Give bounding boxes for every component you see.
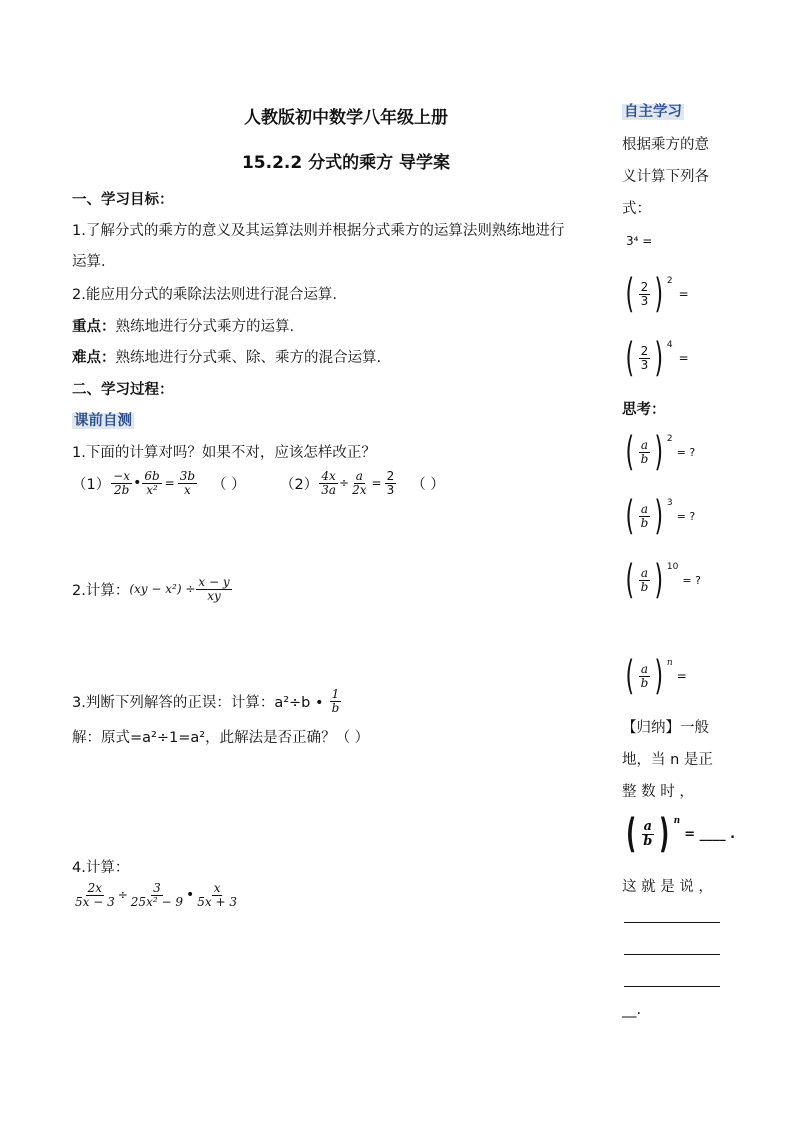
denominator: b [640, 579, 649, 594]
side-rule-expression [622, 811, 736, 857]
key-point-text: 熟练地进行分式乘方的运算. [115, 319, 295, 335]
fraction [195, 882, 239, 908]
divide-sign: ÷ [339, 476, 350, 491]
denominator: 3 [386, 482, 395, 497]
numerator: a [640, 661, 649, 676]
right-paren: ) [659, 811, 670, 857]
denominator: b [643, 833, 653, 849]
fraction [639, 663, 651, 689]
side-expr-ab-tenth [622, 557, 701, 603]
goal-1-line-a: 1.了解分式的乘方的意义及其运算法则并根据分式乘方的运算法则熟练地进行 [72, 223, 565, 239]
difficulty-label: 难点： [72, 350, 116, 366]
exponent: 2 [666, 434, 673, 444]
side-header [622, 100, 684, 121]
rule-answer-blank: = ____ . [684, 826, 736, 842]
fraction [196, 576, 231, 602]
question-1-part-1 [72, 470, 246, 496]
pretest-heading [72, 409, 134, 430]
fraction [639, 281, 651, 307]
exponent: 3 [666, 498, 673, 508]
denominator: 2b [113, 482, 130, 497]
question-1-part-2 [280, 470, 445, 496]
equals-question: = ? [676, 445, 696, 459]
numerator: a [640, 501, 649, 516]
question-4: 4.计算： [72, 860, 130, 876]
side-expr-two-thirds-fourth [622, 335, 689, 381]
answer-blank: （ ） [212, 476, 246, 493]
side-header-label: 自主学习 [624, 104, 682, 120]
part-2-label: （2） [280, 476, 319, 493]
right-paren: ) [654, 335, 664, 381]
fraction [111, 470, 132, 496]
numerator: −x [113, 469, 131, 483]
denominator: x² [146, 482, 158, 497]
exponent: 10 [666, 562, 679, 572]
fraction [639, 503, 651, 529]
left-paren: ( [625, 429, 635, 475]
numerator: 2 [640, 343, 649, 358]
fraction [73, 882, 117, 908]
exponent: n [666, 658, 673, 668]
page-subtitle: 15.2.2 分式的乘方 导学案 [241, 153, 451, 173]
page-title: 人教版初中数学八年级上册 [244, 108, 448, 128]
answer-line-2 [624, 954, 720, 955]
key-point-label: 重点： [72, 319, 116, 335]
numerator: 2 [386, 469, 395, 483]
left-paren: ( [625, 493, 635, 539]
goal-1-line-b: 运算. [72, 254, 106, 270]
fraction [639, 439, 651, 465]
right-paren: ) [654, 557, 664, 603]
denominator: 25x² − 9 [130, 894, 183, 909]
numerator: 1 [331, 687, 340, 701]
fraction [641, 820, 654, 848]
numerator: a [640, 565, 649, 580]
exponent: 4 [666, 340, 673, 350]
denominator: 3 [640, 293, 649, 308]
difficulty-point [72, 346, 381, 367]
side-intro-2: 义计算下列各 [622, 169, 709, 185]
question-2-label: 2.计算： [72, 582, 130, 599]
side-expr-ab-squared [622, 429, 696, 475]
fraction [129, 882, 185, 908]
section-process-heading: 二、学习过程： [72, 382, 174, 398]
right-paren: ) [654, 653, 664, 699]
fraction [639, 345, 651, 371]
fraction [330, 688, 342, 714]
side-expr-two-thirds-squared [622, 271, 689, 317]
question-3 [72, 688, 342, 714]
side-think: 思考： [622, 402, 666, 418]
left-paren: ( [625, 335, 635, 381]
side-expr-ab-nth [622, 653, 687, 699]
answer-line-1 [624, 922, 720, 923]
numerator: x − y [198, 575, 230, 589]
left-paren: ( [625, 557, 635, 603]
numerator: a [355, 469, 363, 483]
denominator: b [640, 515, 649, 530]
goal-2: 2.能应用分式的乘除法法则进行混合运算. [72, 287, 337, 303]
fraction [385, 470, 397, 496]
multiply-dot: • [185, 887, 195, 904]
left-paren: ( [625, 653, 635, 699]
fraction [319, 470, 338, 496]
equals-question: = ? [676, 509, 696, 523]
right-paren: ) [654, 493, 664, 539]
numerator: x [213, 881, 221, 895]
numerator: 2x [87, 881, 103, 895]
numerator: 3 [153, 881, 161, 895]
key-point [72, 315, 294, 336]
fraction [350, 470, 368, 496]
side-that-is: 这 就 是 说 ， [622, 879, 713, 895]
denominator: xy [207, 588, 221, 603]
equals-sign: = [676, 669, 687, 683]
denominator: 3a [321, 482, 337, 497]
question-4-expression [72, 882, 240, 908]
exponent: n [673, 816, 681, 826]
side-expr-ab-cubed [622, 493, 696, 539]
answer-line-3 [624, 986, 720, 987]
side-end-blank: __. [622, 1002, 642, 1018]
denominator: 2x [352, 482, 367, 497]
side-summary-2: 地，当 n 是正 [622, 752, 713, 768]
equals-sign: = [678, 351, 689, 365]
fraction [142, 470, 161, 496]
fraction [178, 470, 197, 496]
side-summary-1: 【归纳】一般 [622, 720, 709, 736]
numerator: a [640, 437, 649, 452]
denominator: 3 [640, 357, 649, 372]
right-paren: ) [654, 271, 664, 317]
left-paren: ( [625, 271, 635, 317]
exponent: 2 [666, 276, 673, 286]
section-goals-heading: 一、学习目标： [72, 192, 174, 208]
numerator: 3b [179, 469, 196, 483]
denominator: 5x + 3 [197, 894, 237, 909]
multiply-dot: • [133, 475, 142, 492]
question-3-text: 3.判断下列解答的正误：计算：a²÷b • [72, 694, 324, 711]
difficulty-text: 熟练地进行分式乘、除、乘方的混合运算. [115, 350, 382, 366]
denominator: b [331, 700, 340, 715]
question-1: 1.下面的计算对吗？如果不对，应该怎样改正？ [72, 445, 376, 461]
side-expr-3-pow-4: 3⁴ = [626, 234, 653, 248]
numerator: a [643, 818, 653, 834]
denominator: b [640, 675, 649, 690]
denominator: b [640, 451, 649, 466]
expression-lhs: (xy − x²) ÷ [129, 582, 196, 597]
question-2 [72, 576, 233, 602]
side-intro-3: 式： [622, 201, 651, 217]
question-3-solution: 解：原式=a²÷1=a²，此解法是否正确？（ ） [72, 730, 370, 746]
part-1-label: （1） [72, 476, 111, 493]
divide-sign: ÷ [117, 888, 128, 903]
left-paren: ( [626, 811, 637, 857]
answer-blank: （ ） [411, 476, 445, 493]
numerator: 2 [640, 279, 649, 294]
fraction [639, 567, 651, 593]
right-paren: ) [654, 429, 664, 475]
side-summary-3: 整 数 时 ， [622, 784, 694, 800]
equals-question: = ? [682, 573, 701, 587]
pretest-label: 课前自测 [74, 413, 132, 429]
numerator: 6b [144, 469, 160, 483]
equals-sign: = [371, 476, 382, 491]
equals-sign: = [678, 287, 689, 301]
side-intro-1: 根据乘方的意 [622, 137, 709, 153]
equals-sign: = [164, 476, 175, 491]
denominator: 5x − 3 [75, 894, 115, 909]
numerator: 4x [321, 469, 336, 483]
denominator: x [183, 482, 191, 497]
